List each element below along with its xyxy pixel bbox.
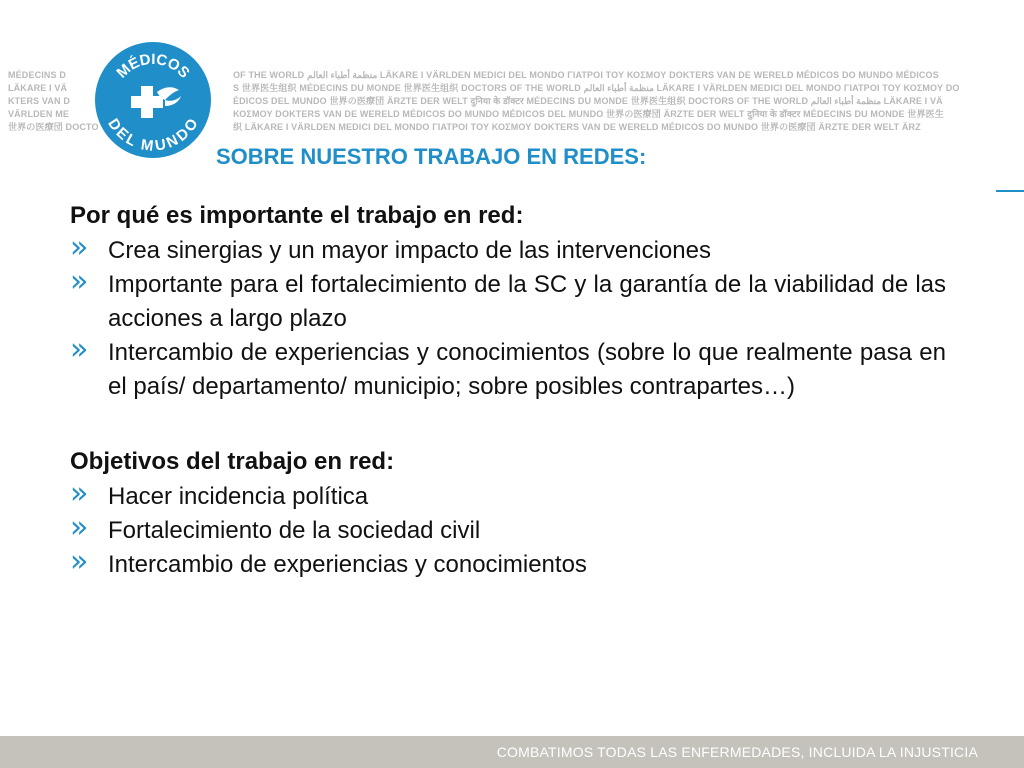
section-heading-objectives: Objetivos del trabajo en red: <box>70 448 395 475</box>
list-item-text: Importante para el fortalecimiento de la SC y la garantía de la viabilidad de las acciones a largo plazo <box>108 271 946 332</box>
list-item-text: Intercambio de experiencias y conocimientos (sobre lo que realmente pasa en el país/ departamento/ municipio; sobre posibles contrapartes…) <box>108 339 946 400</box>
bullet-chevron-icon: » <box>70 230 89 265</box>
footer-slogan: COMBATIMOS TODAS LAS ENFERMEDADES, INCLUIDA LA INJUSTICIA <box>496 744 978 760</box>
banner-left-line: VÄRLDEN ME <box>8 109 70 119</box>
banner-left-line: MÉDECINS D <box>8 70 67 80</box>
banner-left-line: LÄKARE I VÄ <box>8 83 68 93</box>
logo-text-top: MÉDICOS <box>113 50 193 82</box>
banner-right-line: OF THE WORLD منظمة أطباء العالم LÄKARE I VÄRLDEN MEDICI DEL MONDO ΓΙΑΤΡΟΙ ΤΟΥ ΚΟΣΜΟΥ DOKTERS VAN DE WERELD MÉDICOS DO MUNDO MÉDICOS <box>233 70 939 80</box>
list-item <box>70 264 946 336</box>
list-item-text: Fortalecimiento de la sociedad civil <box>108 517 481 544</box>
logo-text-bottom: DEL MUNDO <box>104 115 202 155</box>
bullet-chevron-icon: » <box>70 476 89 511</box>
bullet-chevron-icon: » <box>70 510 89 545</box>
importance-list <box>70 230 946 404</box>
list-item <box>70 476 946 514</box>
list-item-text: Hacer incidencia política <box>108 483 369 510</box>
accent-line <box>996 190 1024 192</box>
bullet-chevron-icon: » <box>70 332 89 367</box>
banner-right-line: ΚΟΣΜΟΥ DOKTERS VAN DE WERELD MÉDICOS DO MUNDO MÉDICOS DEL MUNDO 世界の医療団 ÄRZTE DER WELT दुनिया के डॉक्टर MÉDECINS DU MONDE 世界医生 <box>233 109 944 119</box>
banner-left-line: KTERS VAN D <box>8 96 70 106</box>
list-item <box>70 544 946 582</box>
banner-left-line: 世界の医療団 DOCTO <box>8 122 99 132</box>
list-item <box>70 332 946 404</box>
banner-right-line: 织 LÄKARE I VÄRLDEN MEDICI DEL MONDO ΓΙΑΤΡΟΙ ΤΟΥ ΚΟΣΜΟΥ DOKTERS VAN DE WERELD MÉDICOS DO MUNDO 世界の医療団 ÄRZTE DER WELT ÄRZ <box>233 122 921 132</box>
list-item-text: Crea sinergias y un mayor impacto de las intervenciones <box>108 237 711 264</box>
banner-right-line: ÉDICOS DEL MUNDO 世界の医療団 ÄRZTE DER WELT दुनिया के डॉक्टर MÉDECINS DU MONDE 世界医生组织 DOCTORS OF THE WORLD منظمة أطباء العالم LÄKARE I VÄ <box>233 96 943 106</box>
list-item <box>70 230 946 268</box>
section-heading-importance: Por qué es importante el trabajo en red: <box>70 202 524 229</box>
bullet-chevron-icon: » <box>70 544 89 579</box>
slide-content <box>70 198 946 582</box>
banner-right-line: S 世界医生组织 MÉDECINS DU MONDE 世界医生组织 DOCTORS OF THE WORLD منظمة أطباء العالم LÄKARE I VÄRLDEN MEDICI DEL MONDO ΓΙΑΤΡΟΙ ΤΟΥ ΚΟΣΜΟΥ DO <box>233 83 960 93</box>
bullet-chevron-icon: » <box>70 264 89 299</box>
medicos-del-mundo-logo <box>93 40 213 160</box>
list-item-text: Intercambio de experiencias y conocimientos <box>108 551 587 578</box>
list-item <box>70 510 946 548</box>
footer-bar <box>0 736 1024 768</box>
slide-title: SOBRE NUESTRO TRABAJO EN REDES: <box>216 144 647 169</box>
objectives-list <box>70 476 946 582</box>
